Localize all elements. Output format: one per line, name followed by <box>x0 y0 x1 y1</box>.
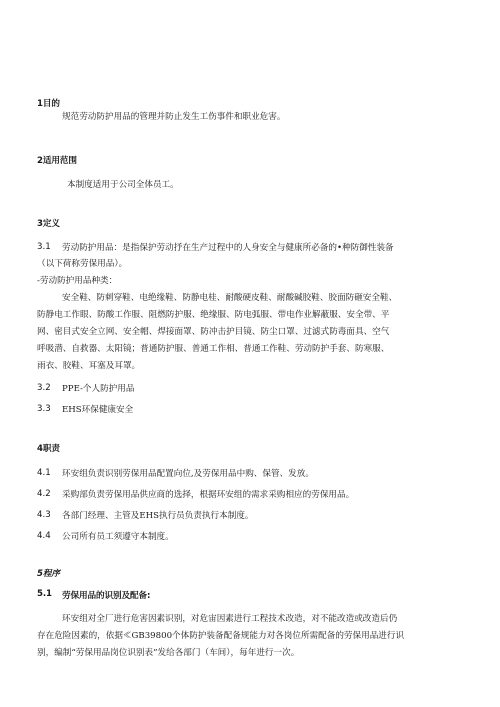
item-number: 3.3 <box>37 404 51 414</box>
paragraph-line: 别，编制“劳保用品岗位识别表”发给各部门（车间），每年进行一次。 <box>37 648 300 658</box>
section-2-heading: 2适用范围 <box>37 156 77 166</box>
section-4-heading: 4职责 <box>37 444 60 454</box>
section-5-heading: 5程序 <box>37 569 60 579</box>
responsibility-text: 环安组负责识别劳保用品配置向位,及劳保用品中购、保管、发放。 <box>62 469 314 479</box>
ppe-kinds-line: 防静电工作眼、防酸工作服、阻燃防护服、绝缘服、防电弧服、带电作业解蔽服、安全带、平 <box>37 310 390 320</box>
ppe-kinds-label: -劳动防护用品种类： <box>37 276 118 286</box>
responsibility-text: 公司所有员工须遵守本制度。 <box>62 532 174 542</box>
definition-text-cont: （以下荷称劳保用品）。 <box>37 259 128 269</box>
definition-ppe: PPE-个人防护用品 <box>62 384 135 394</box>
definition-text: 劳动防护用品：是指保护劳动抒在生产过程中的人身安全与健康所必备的•种防御性装备 <box>62 243 394 253</box>
responsibility-text: 各部门经理、主管及EHS执行员负责执行本制度。 <box>62 511 254 521</box>
subsection-heading: 劳保用品的识别及配备: <box>62 591 151 601</box>
item-number: 4.4 <box>37 531 51 541</box>
paragraph-line: 环安组对全厂进行危害因素识别，对危宙因素进行工程技术改造，对不能改造或改造后仍 <box>62 614 398 624</box>
section-1-text: 规范劳动防护用品的管理并防止发生工伤事件和职业危害。 <box>62 112 286 122</box>
section-3-heading: 3定义 <box>37 219 60 229</box>
section-1-heading: 1目的 <box>37 99 60 109</box>
subsection-number: 5.1 <box>37 589 52 599</box>
item-number: 4.3 <box>37 510 51 520</box>
ppe-kinds-line: 安全鞋、防刺穿鞋、电绝缘鞋、防静电桂、耐酸硬皮鞋、耐酸碱胶鞋、胶面防砸安全鞋、 <box>62 293 398 303</box>
definition-ehs: EHS环保健康安全 <box>62 405 134 415</box>
section-2-text: 本制度适用于公司全体员工。 <box>67 180 179 190</box>
responsibility-text: 采购部负责劳保用品供应商的选择，根据环安组的需求采购相应的劳保用品。 <box>62 490 355 500</box>
item-number: 3.1 <box>37 242 51 252</box>
ppe-kinds-line: 呼吸潜、自救器、太阳镜；普通防护服、普通工作相、普通工作鞋、劳动防护手套、防寒服、 <box>37 344 390 354</box>
ppe-kinds-line: 雨衣、胶鞋、耳塞及耳罩。 <box>37 361 141 371</box>
ppe-kinds-line: 网、密目式安全立网、安全帽、焊接面罩、防冲击护目镜、防尘口罩、过滤式防毒面具、空气 <box>37 327 390 337</box>
item-number: 4.1 <box>37 468 51 478</box>
item-number: 3.2 <box>37 383 51 393</box>
paragraph-line: 存在危险因素的，依据≪GB39800个体防护装备配备规能力对各岗位所需配备的劳保用品进行识 <box>37 631 405 641</box>
item-number: 4.2 <box>37 489 51 499</box>
